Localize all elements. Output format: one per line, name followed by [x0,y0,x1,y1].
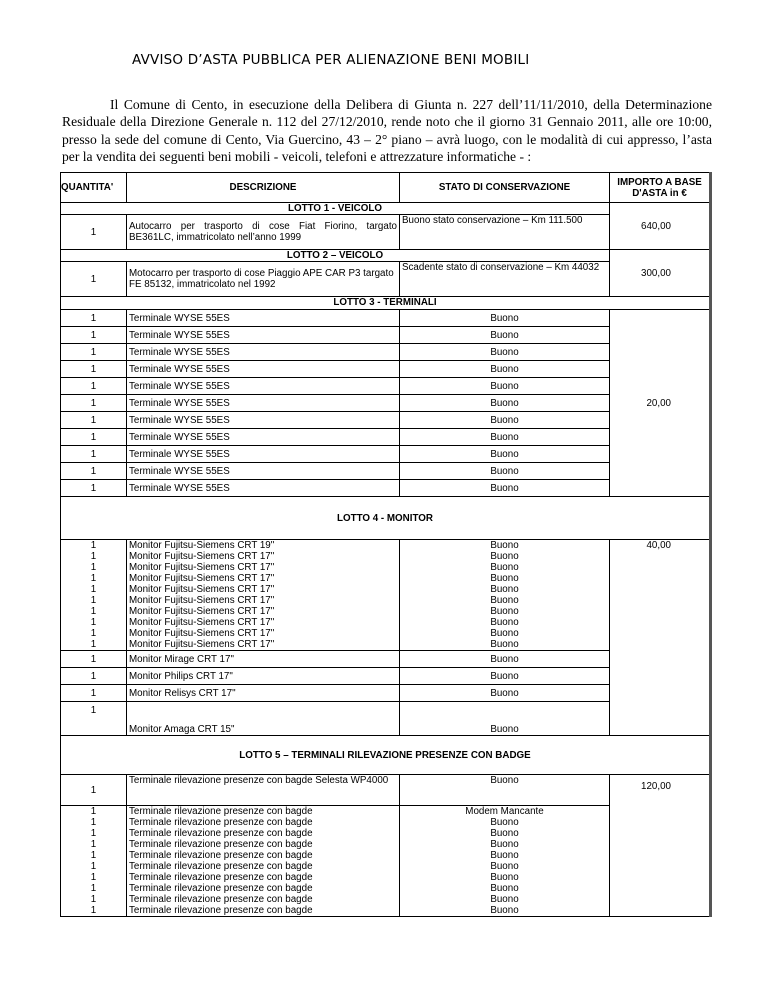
item-qty: 1 [61,617,127,628]
item-state: Buono [400,540,610,552]
item-desc: Monitor Amaga CRT 15" [127,702,400,736]
table-row [61,540,711,552]
auction-table [60,172,712,917]
item-desc: Monitor Fujitsu-Siemens CRT 17" [127,595,400,606]
item-qty: 1 [61,395,127,412]
lotto-3-price: 20,00 [610,310,711,497]
item-desc: Terminale rilevazione presenze con bagde [127,828,400,839]
item-state: Buono [400,861,610,872]
item-desc: Terminale rilevazione presenze con bagde [127,806,400,818]
lotto-5-title-row [61,736,711,775]
item-state: Buono [400,327,610,344]
lotto-1-qty: 1 [61,215,127,250]
item-qty: 1 [61,562,127,573]
item-state: Buono [400,584,610,595]
item-desc: Terminale WYSE 55ES [127,395,400,412]
item-desc: Terminale WYSE 55ES [127,310,400,327]
item-state: Buono [400,651,610,668]
item-desc: Terminale WYSE 55ES [127,327,400,344]
item-state: Modem Mancante [400,806,610,818]
item-state: Buono [400,378,610,395]
item-qty: 1 [61,905,127,917]
item-desc: Terminale rilevazione presenze con bagde [127,861,400,872]
item-state: Buono [400,702,610,736]
item-qty: 1 [61,361,127,378]
item-state: Buono [400,463,610,480]
item-state: Buono [400,429,610,446]
item-qty: 1 [61,775,127,806]
item-qty: 1 [61,628,127,639]
item-desc: Terminale rilevazione presenze con bagde [127,817,400,828]
item-desc: Monitor Philips CRT 17" [127,668,400,685]
header-price: IMPORTO A BASE D'ASTA in € [610,173,711,203]
table-row [61,310,711,327]
item-desc: Monitor Fujitsu-Siemens CRT 17" [127,639,400,651]
lotto-2-qty: 1 [61,262,127,297]
item-state: Buono [400,595,610,606]
item-qty: 1 [61,327,127,344]
item-desc: Terminale WYSE 55ES [127,480,400,497]
lotto-5-price: 120,00 [610,775,711,917]
item-qty: 1 [61,344,127,361]
item-desc: Monitor Fujitsu-Siemens CRT 17" [127,584,400,595]
item-state: Buono [400,606,610,617]
item-qty: 1 [61,872,127,883]
item-desc: Terminale rilevazione presenze con bagde [127,905,400,917]
item-desc: Terminale WYSE 55ES [127,463,400,480]
item-desc: Terminale WYSE 55ES [127,378,400,395]
item-desc: Terminale WYSE 55ES [127,446,400,463]
item-state: Buono [400,828,610,839]
item-desc: Monitor Fujitsu-Siemens CRT 17" [127,628,400,639]
item-qty: 1 [61,480,127,497]
lotto-2-price: 300,00 [610,250,711,297]
item-desc: Monitor Relisys CRT 17" [127,685,400,702]
item-state: Buono [400,480,610,497]
item-state: Buono [400,310,610,327]
item-qty: 1 [61,573,127,584]
item-qty: 1 [61,806,127,818]
item-desc: Terminale rilevazione presenze con bagde [127,872,400,883]
lotto-4-title-row [61,497,711,540]
item-state: Buono [400,685,610,702]
item-desc: Monitor Mirage CRT 17" [127,651,400,668]
item-state: Buono [400,639,610,651]
lotto-2-title: LOTTO 2 – VEICOLO [61,250,610,262]
item-desc: Terminale WYSE 55ES [127,344,400,361]
item-state: Buono [400,446,610,463]
item-qty: 1 [61,702,127,736]
item-qty: 1 [61,861,127,872]
item-qty: 1 [61,668,127,685]
lotto-1-title: LOTTO 1 - VEICOLO [61,203,610,215]
item-qty: 1 [61,839,127,850]
item-qty: 1 [61,551,127,562]
item-desc: Monitor Fujitsu-Siemens CRT 19" [127,540,400,552]
table-row [61,775,711,806]
item-desc: Monitor Fujitsu-Siemens CRT 17" [127,573,400,584]
item-qty: 1 [61,463,127,480]
item-qty: 1 [61,883,127,894]
item-desc: Terminale rilevazione presenze con bagde Selesta WP4000 [127,775,400,806]
item-desc: Monitor Fujitsu-Siemens CRT 17" [127,606,400,617]
header-desc: DESCRIZIONE [127,173,400,203]
header-qty: QUANTITA' [61,173,127,203]
item-qty: 1 [61,412,127,429]
item-desc: Terminale rilevazione presenze con bagde [127,883,400,894]
item-state: Buono [400,894,610,905]
item-state: Buono [400,668,610,685]
item-desc: Terminale WYSE 55ES [127,429,400,446]
item-state: Buono [400,617,610,628]
lotto-1-state: Buono stato conservazione – Km 111.500 [400,215,610,250]
item-state: Buono [400,628,610,639]
item-desc: Terminale rilevazione presenze con bagde [127,894,400,905]
item-state: Buono [400,850,610,861]
table-header-row [61,173,711,203]
item-desc: Terminale WYSE 55ES [127,361,400,378]
item-state: Buono [400,775,610,806]
item-qty: 1 [61,639,127,651]
item-state: Buono [400,883,610,894]
item-qty: 1 [61,651,127,668]
page-title: AVVISO D’ASTA PUBBLICA PER ALIENAZIONE BENI MOBILI [132,52,530,68]
item-state: Buono [400,562,610,573]
lotto-1-price: 640,00 [610,203,711,250]
lotto-2-desc: Motocarro per trasporto di cose Piaggio APE CAR P3 targato FE 85132, immatricolato nel 1992 [127,262,400,297]
lotto-3-title-row [61,297,711,310]
item-qty: 1 [61,850,127,861]
item-qty: 1 [61,429,127,446]
item-desc: Monitor Fujitsu-Siemens CRT 17" [127,551,400,562]
item-qty: 1 [61,817,127,828]
item-state: Buono [400,412,610,429]
lotto-2-title-row [61,250,711,262]
item-desc: Monitor Fujitsu-Siemens CRT 17" [127,562,400,573]
item-desc: Terminale rilevazione presenze con bagde [127,839,400,850]
lotto-1-desc: Autocarro per trasporto di cose Fiat Fiorino, targato BE361LC, immatricolato nell’anno 1999 [127,215,400,250]
lotto-4-title: LOTTO 4 - MONITOR [61,497,711,540]
item-qty: 1 [61,446,127,463]
lotto-3-title: LOTTO 3 - TERMINALI [61,297,711,310]
item-qty: 1 [61,828,127,839]
item-state: Buono [400,395,610,412]
item-qty: 1 [61,310,127,327]
item-qty: 1 [61,894,127,905]
item-desc: Terminale rilevazione presenze con bagde [127,850,400,861]
item-qty: 1 [61,606,127,617]
item-qty: 1 [61,685,127,702]
item-qty: 1 [61,378,127,395]
item-qty: 1 [61,595,127,606]
lotto-1-title-row [61,203,711,215]
item-state: Buono [400,344,610,361]
item-state: Buono [400,839,610,850]
item-desc: Terminale WYSE 55ES [127,412,400,429]
item-state: Buono [400,551,610,562]
item-state: Buono [400,817,610,828]
item-desc: Monitor Fujitsu-Siemens CRT 17" [127,617,400,628]
lotto-5-title: LOTTO 5 – TERMINALI RILEVAZIONE PRESENZE CON BADGE [61,736,711,775]
lotto-4-price: 40,00 [610,540,711,736]
header-state: STATO DI CONSERVAZIONE [400,173,610,203]
item-state: Buono [400,872,610,883]
item-state: Buono [400,361,610,378]
item-qty: 1 [61,540,127,552]
intro-paragraph: Il Comune di Cento, in esecuzione della Delibera di Giunta n. 227 dell’11/11/2010, della Determinazione Residuale della Direzione Generale n. 112 del 27/12/2010, rende noto che il giorno 31 Gennaio 2011, alle ore 10:00, presso la sede del comune di Cento, Via Guercino, 43 – 2° piano – avrà luogo, con le modalità di cui appresso, l’asta per la vendita dei seguenti beni mobili - veicoli, telefoni e attrezzature informatiche - : [62,97,712,165]
item-state: Buono [400,905,610,917]
lotto-2-state: Scadente stato di conservazione – Km 44032 [400,262,610,297]
item-qty: 1 [61,584,127,595]
item-state: Buono [400,573,610,584]
